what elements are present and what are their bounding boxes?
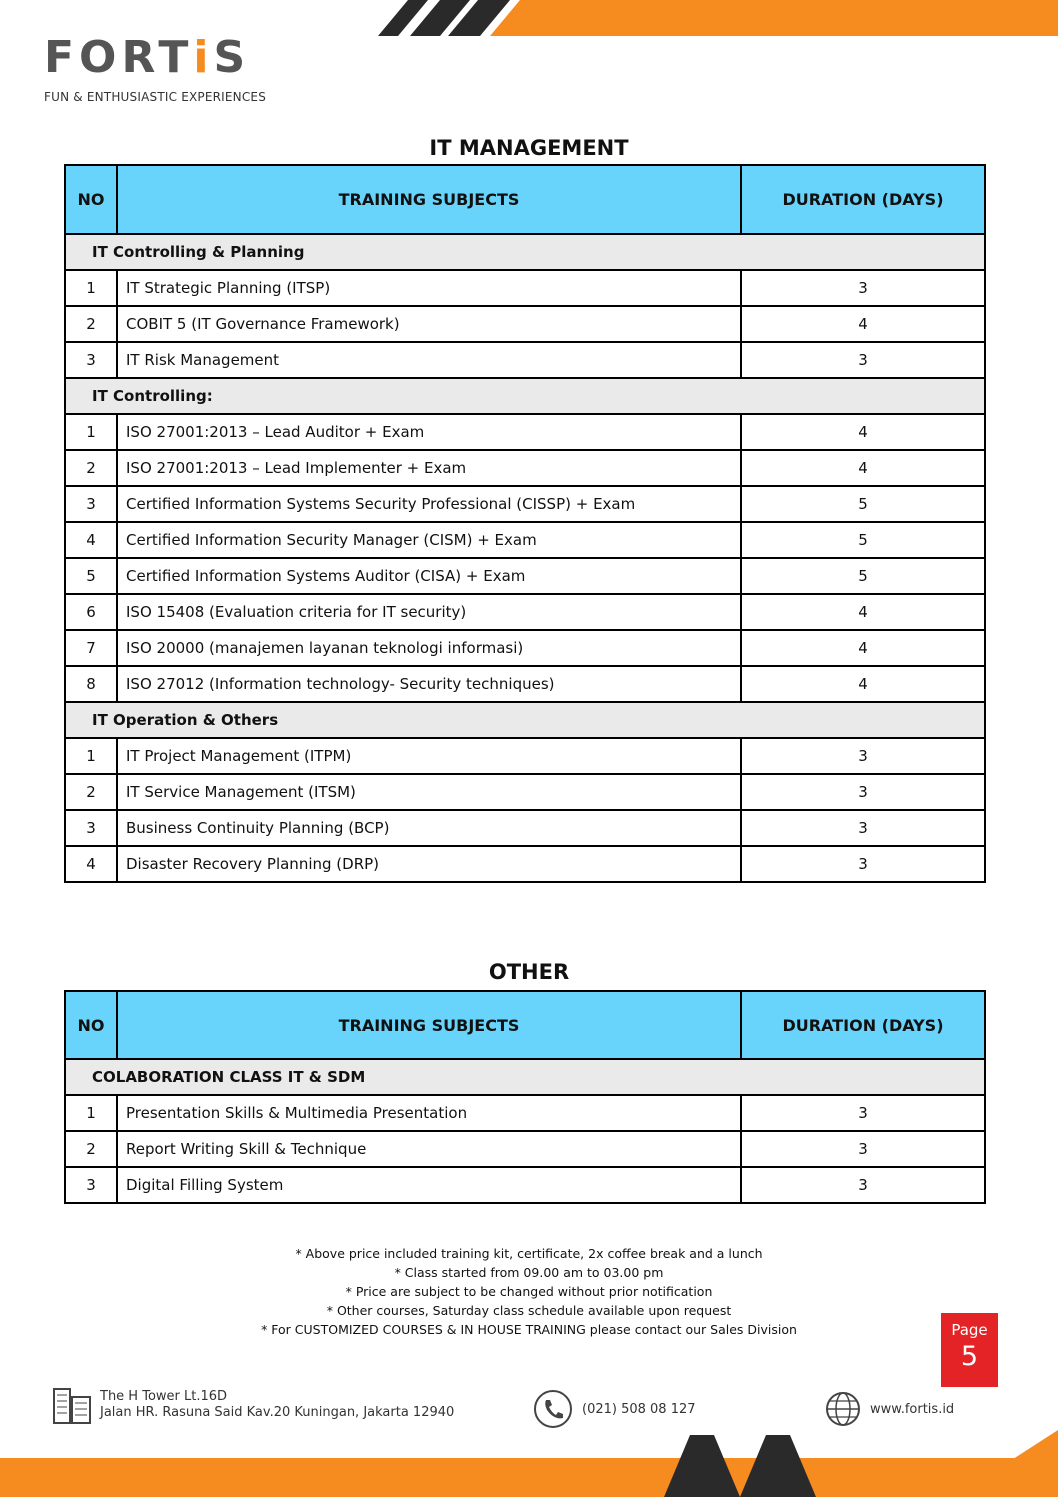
row-number: 1 xyxy=(65,1095,117,1131)
table-row xyxy=(65,522,985,558)
row-duration: 3 xyxy=(741,270,985,306)
table-row xyxy=(65,1095,985,1131)
row-subject: Certified Information Security Manager (CISM) + Exam xyxy=(117,522,741,558)
table-row xyxy=(65,270,985,306)
address-line-2: Jalan HR. Rasuna Said Kav.20 Kuningan, Jakarta 12940 xyxy=(100,1405,455,1420)
table-row xyxy=(65,306,985,342)
table-row xyxy=(65,342,985,378)
row-subject: ISO 27001:2013 – Lead Auditor + Exam xyxy=(117,414,741,450)
table-row xyxy=(65,630,985,666)
header-no: NO xyxy=(65,991,117,1059)
table-row xyxy=(65,1131,985,1167)
row-duration: 3 xyxy=(741,810,985,846)
table-row xyxy=(65,774,985,810)
row-duration: 3 xyxy=(741,1167,985,1203)
logo-tagline: FUN & ENTHUSIASTIC EXPERIENCES xyxy=(44,90,267,104)
table-row xyxy=(65,414,985,450)
footer-phone xyxy=(532,1388,696,1430)
footer-address xyxy=(52,1385,454,1425)
row-duration: 4 xyxy=(741,306,985,342)
row-duration: 4 xyxy=(741,594,985,630)
table-row xyxy=(65,486,985,522)
row-number: 2 xyxy=(65,774,117,810)
category-label: IT Operation & Others xyxy=(65,702,985,738)
page-number-badge xyxy=(941,1313,998,1387)
logo-figure-icon: i xyxy=(193,32,214,83)
globe-icon xyxy=(824,1390,862,1428)
row-subject: Report Writing Skill & Technique xyxy=(117,1131,741,1167)
row-subject: ISO 27001:2013 – Lead Implementer + Exam xyxy=(117,450,741,486)
row-duration: 4 xyxy=(741,450,985,486)
row-duration: 3 xyxy=(741,846,985,882)
notes xyxy=(0,1244,1058,1339)
row-duration: 3 xyxy=(741,1095,985,1131)
other-body xyxy=(65,1059,985,1203)
table-row xyxy=(65,738,985,774)
row-number: 2 xyxy=(65,306,117,342)
note-line: * Above price included training kit, certificate, 2x coffee break and a lunch xyxy=(295,1246,763,1261)
row-number: 3 xyxy=(65,486,117,522)
it-management-body xyxy=(65,234,985,882)
row-subject: COBIT 5 (IT Governance Framework) xyxy=(117,306,741,342)
logo-text-before: FORT xyxy=(44,32,194,83)
row-subject: IT Risk Management xyxy=(117,342,741,378)
row-number: 1 xyxy=(65,414,117,450)
row-number: 4 xyxy=(65,522,117,558)
phone-icon xyxy=(532,1388,574,1430)
row-number: 2 xyxy=(65,1131,117,1167)
row-number: 3 xyxy=(65,810,117,846)
row-number: 4 xyxy=(65,846,117,882)
category-row xyxy=(65,1059,985,1095)
header-duration: DURATION (DAYS) xyxy=(741,991,985,1059)
page-label: Page xyxy=(951,1321,988,1339)
logo-text-after: S xyxy=(213,32,251,83)
table-row xyxy=(65,450,985,486)
row-subject: Digital Filling System xyxy=(117,1167,741,1203)
row-number: 8 xyxy=(65,666,117,702)
row-number: 7 xyxy=(65,630,117,666)
address-line-1: The H Tower Lt.16D xyxy=(100,1389,228,1404)
row-subject: Presentation Skills & Multimedia Presentation xyxy=(117,1095,741,1131)
section-title-it-management: IT MANAGEMENT xyxy=(429,136,629,160)
row-number: 2 xyxy=(65,450,117,486)
row-subject: Certified Information Systems Security Professional (CISSP) + Exam xyxy=(117,486,741,522)
section-title-other: OTHER xyxy=(488,960,570,984)
website-url: www.fortis.id xyxy=(870,1401,955,1417)
category-row xyxy=(65,234,985,270)
note-line: * Other courses, Saturday class schedule available upon request xyxy=(326,1303,732,1318)
header-subjects: TRAINING SUBJECTS xyxy=(117,991,741,1059)
table-row xyxy=(65,846,985,882)
header-no: NO xyxy=(65,165,117,234)
header-subjects: TRAINING SUBJECTS xyxy=(117,165,741,234)
table-row xyxy=(65,558,985,594)
footer-website xyxy=(824,1390,954,1428)
table-row xyxy=(65,810,985,846)
row-number: 1 xyxy=(65,738,117,774)
row-subject: ISO 15408 (Evaluation criteria for IT security) xyxy=(117,594,741,630)
building-icon xyxy=(52,1385,94,1425)
row-number: 1 xyxy=(65,270,117,306)
category-label: COLABORATION CLASS IT & SDM xyxy=(65,1059,985,1095)
row-duration: 4 xyxy=(741,414,985,450)
row-number: 3 xyxy=(65,342,117,378)
row-duration: 3 xyxy=(741,738,985,774)
note-line: * Class started from 09.00 am to 03.00 pm xyxy=(394,1265,664,1280)
row-duration: 5 xyxy=(741,486,985,522)
header-duration: DURATION (DAYS) xyxy=(741,165,985,234)
row-number: 6 xyxy=(65,594,117,630)
category-row xyxy=(65,378,985,414)
footer-decoration xyxy=(0,1430,1058,1497)
row-subject: IT Project Management (ITPM) xyxy=(117,738,741,774)
row-subject: IT Strategic Planning (ITSP) xyxy=(117,270,741,306)
row-duration: 4 xyxy=(741,630,985,666)
page-number: 5 xyxy=(960,1341,979,1372)
table-row xyxy=(65,594,985,630)
note-line: * Price are subject to be changed without prior notification xyxy=(345,1284,713,1299)
other-table xyxy=(64,990,986,1204)
row-number: 3 xyxy=(65,1167,117,1203)
row-subject: ISO 27012 (Information technology- Security techniques) xyxy=(117,666,741,702)
fortis-logo xyxy=(44,32,284,108)
category-row xyxy=(65,702,985,738)
row-number: 5 xyxy=(65,558,117,594)
row-subject: Business Continuity Planning (BCP) xyxy=(117,810,741,846)
row-subject: Disaster Recovery Planning (DRP) xyxy=(117,846,741,882)
phone-number: (021) 508 08 127 xyxy=(582,1401,696,1417)
category-label: IT Controlling: xyxy=(65,378,985,414)
row-subject: Certified Information Systems Auditor (CISA) + Exam xyxy=(117,558,741,594)
row-subject: IT Service Management (ITSM) xyxy=(117,774,741,810)
table-row xyxy=(65,666,985,702)
table-row xyxy=(65,1167,985,1203)
category-label: IT Controlling & Planning xyxy=(65,234,985,270)
row-duration: 3 xyxy=(741,1131,985,1167)
it-management-table xyxy=(64,164,986,883)
row-duration: 3 xyxy=(741,774,985,810)
row-duration: 3 xyxy=(741,342,985,378)
row-duration: 5 xyxy=(741,558,985,594)
note-line: * For CUSTOMIZED COURSES & IN HOUSE TRAINING please contact our Sales Division xyxy=(261,1322,797,1337)
row-duration: 4 xyxy=(741,666,985,702)
row-duration: 5 xyxy=(741,522,985,558)
row-subject: ISO 20000 (manajemen layanan teknologi informasi) xyxy=(117,630,741,666)
